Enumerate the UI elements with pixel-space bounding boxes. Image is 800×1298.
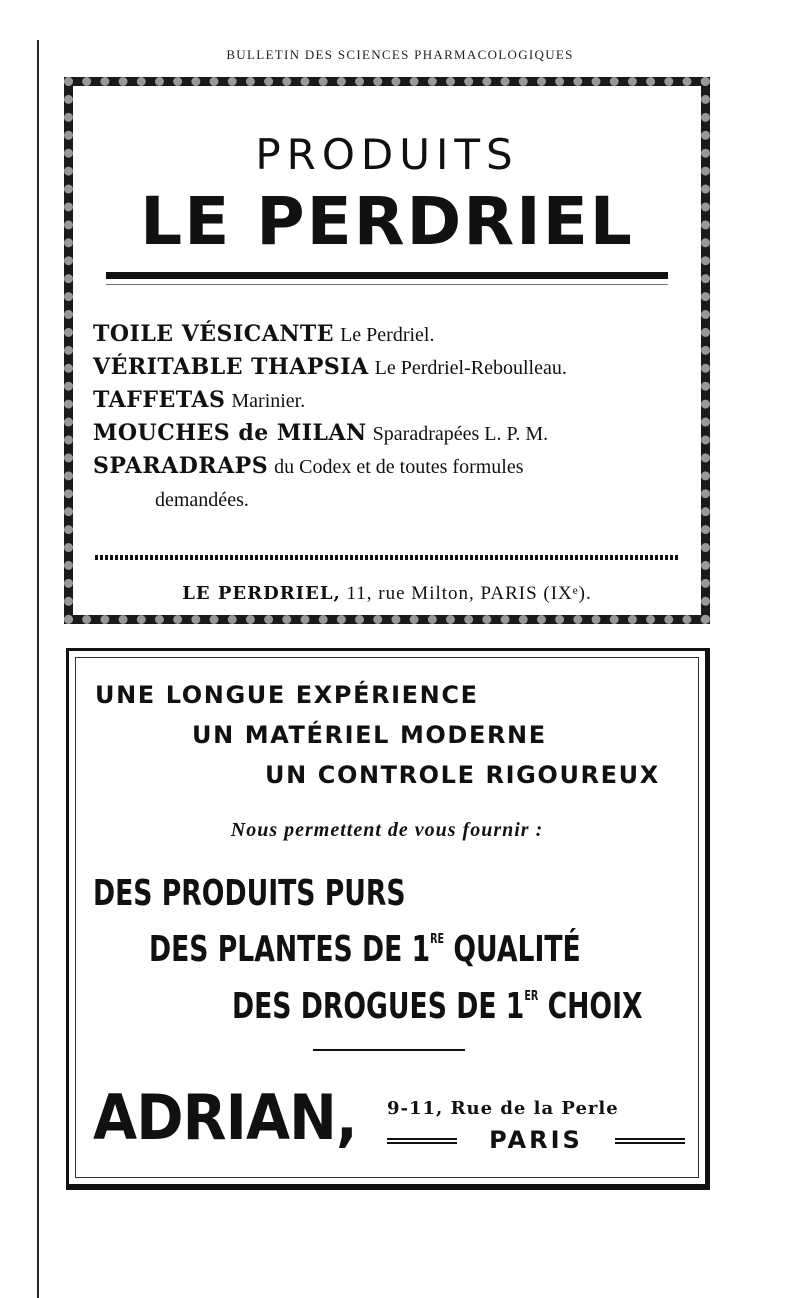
claim-superscript: RE (430, 932, 445, 947)
claim-superscript: ER (524, 989, 539, 1004)
product-desc-continued: demandées. (155, 489, 249, 511)
claim-line (149, 929, 581, 970)
product-name: TAFFETAS (93, 387, 226, 413)
claim-line (93, 873, 406, 914)
address-company: LE PERDRIEL, (182, 583, 341, 604)
product-list (93, 318, 703, 516)
product-item (93, 318, 703, 351)
perdriel-address (73, 583, 701, 605)
thick-rule (106, 272, 668, 279)
double-rule-right (615, 1138, 685, 1144)
product-desc: Le Perdriel-Reboulleau. (374, 357, 567, 379)
claim-line (232, 986, 643, 1027)
dotted-rule (95, 555, 679, 560)
slogan-line: UN MATÉRIEL MODERNE (192, 721, 547, 749)
claim-text-end: QUALITÉ (444, 929, 581, 970)
address-street: 11, rue Milton, PARIS (IXᵉ). (346, 583, 592, 604)
product-name: MOUCHES de MILAN (93, 420, 367, 446)
product-item (93, 417, 703, 450)
running-title: BULLETIN DES SCIENCES PHARMACOLOGIQUES (226, 47, 574, 62)
thin-rule (106, 284, 668, 285)
product-item (93, 450, 703, 483)
claim-text-end: CHOIX (538, 986, 643, 1027)
product-name: SPARADRAPS (93, 453, 269, 479)
company-street: 9-11, Rue de la Perle (387, 1098, 619, 1119)
slogan-line: UN CONTROLE RIGOUREUX (265, 761, 660, 789)
product-item-continuation (93, 483, 703, 516)
product-desc: Sparadrapées L. P. M. (372, 423, 549, 445)
product-desc: Le Perdriel. (340, 324, 435, 346)
company-city-block (387, 1126, 685, 1156)
divider-rule (313, 1049, 465, 1051)
intro-text: Nous permettent de vous fournir : (230, 819, 544, 841)
ad-heading: PRODUITS (255, 130, 519, 179)
product-name: TOILE VÉSICANTE (93, 321, 335, 347)
product-name: VÉRITABLE THAPSIA (93, 354, 369, 380)
company-city: PARIS (489, 1126, 583, 1154)
product-desc: du Codex et de toutes formules (274, 456, 524, 478)
slogan-line: UNE LONGUE EXPÉRIENCE (95, 681, 479, 709)
product-item (93, 351, 703, 384)
claim-text: DES DROGUES DE 1 (232, 986, 525, 1027)
perdriel-advertisement (64, 77, 710, 624)
claim-text: DES PLANTES DE 1 (149, 929, 431, 970)
product-item (93, 384, 703, 417)
product-desc: Marinier. (231, 390, 306, 412)
claim-text: DES PRODUITS PURS (93, 873, 406, 914)
brand-name: LE PERDRIEL (140, 183, 634, 260)
page-edge-line (37, 40, 39, 1298)
company-name: ADRIAN, (93, 1081, 357, 1154)
adrian-advertisement (66, 648, 710, 1190)
